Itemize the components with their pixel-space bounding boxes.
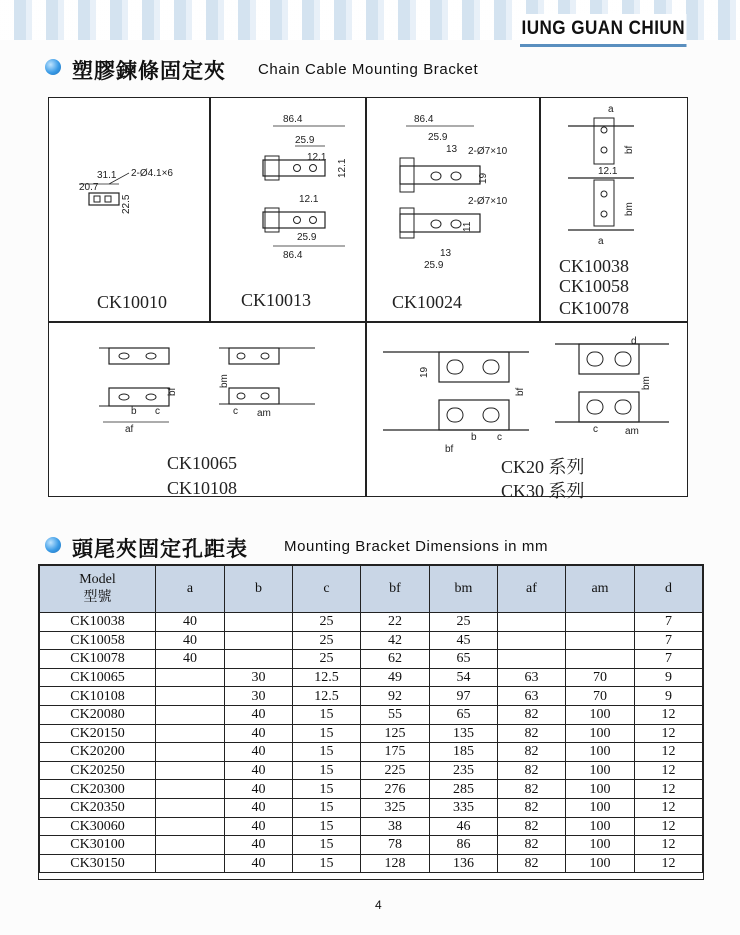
value-cell: 185 <box>430 743 498 762</box>
value-cell: 100 <box>566 854 635 873</box>
model-cell: CK20080 <box>40 705 156 724</box>
divider <box>365 98 367 322</box>
table-body <box>40 613 703 873</box>
table-row <box>40 817 703 836</box>
dim-label: b <box>471 432 477 443</box>
value-cell: 49 <box>361 668 430 687</box>
dim-label: 86.4 <box>283 250 303 261</box>
value-cell: 25 <box>293 650 361 669</box>
drawing-ck10024 <box>394 108 534 278</box>
value-cell: 135 <box>430 724 498 743</box>
dim-label: d <box>631 336 637 347</box>
model-cell: CK20150 <box>40 724 156 743</box>
table-row <box>40 668 703 687</box>
value-cell: 9 <box>635 687 703 706</box>
value-cell: 40 <box>225 780 293 799</box>
column-header: a <box>156 566 225 613</box>
model-cell: CK20350 <box>40 798 156 817</box>
value-cell <box>225 613 293 632</box>
section1-title-en: Chain Cable Mounting Bracket <box>258 61 479 78</box>
dim-label: 25.9 <box>295 135 315 146</box>
table-row <box>40 631 703 650</box>
divider <box>209 98 211 322</box>
dim-label: 2-Ø4.1×6 <box>131 168 173 179</box>
value-cell: 30 <box>225 668 293 687</box>
value-cell: 100 <box>566 817 635 836</box>
value-cell: 82 <box>498 761 566 780</box>
value-cell: 55 <box>361 705 430 724</box>
column-header: c <box>293 566 361 613</box>
value-cell: 12 <box>635 705 703 724</box>
value-cell: 65 <box>430 705 498 724</box>
value-cell: 82 <box>498 798 566 817</box>
value-cell: 40 <box>156 650 225 669</box>
value-cell: 45 <box>430 631 498 650</box>
dim-label: 86.4 <box>283 114 303 125</box>
value-cell <box>156 798 225 817</box>
model-cell: CK10058 <box>40 631 156 650</box>
column-header: am <box>566 566 635 613</box>
value-cell: 15 <box>293 836 361 855</box>
dim-label: 13 <box>440 248 452 259</box>
value-cell <box>156 817 225 836</box>
column-header: bf <box>361 566 430 613</box>
value-cell: 225 <box>361 761 430 780</box>
value-cell: 40 <box>225 761 293 780</box>
dim-label: 19 <box>478 172 489 184</box>
value-cell: 12 <box>635 817 703 836</box>
value-cell: 125 <box>361 724 430 743</box>
model-label-ck10108: CK10108 <box>167 478 238 498</box>
value-cell: 82 <box>498 780 566 799</box>
dim-label: 13 <box>446 144 458 155</box>
value-cell: 100 <box>566 836 635 855</box>
dim-label: 2-Ø7×10 <box>468 146 508 157</box>
dim-label: 25.9 <box>424 260 444 271</box>
section1-title-zh: 塑膠鍊條固定夾 <box>72 59 226 83</box>
value-cell: 276 <box>361 780 430 799</box>
value-cell: 22 <box>361 613 430 632</box>
column-header: af <box>498 566 566 613</box>
table-row <box>40 687 703 706</box>
dim-label: 86.4 <box>414 114 434 125</box>
dim-label: 12.1 <box>307 152 327 163</box>
value-cell: 63 <box>498 687 566 706</box>
dim-label: 20.7 <box>79 182 99 193</box>
model-cell: CK30060 <box>40 817 156 836</box>
value-cell: 92 <box>361 687 430 706</box>
value-cell: 82 <box>498 705 566 724</box>
value-cell: 15 <box>293 854 361 873</box>
dim-label: 2-Ø7×10 <box>468 196 508 207</box>
value-cell: 25 <box>293 613 361 632</box>
value-cell: 54 <box>430 668 498 687</box>
value-cell: 78 <box>361 836 430 855</box>
model-label-ck20: CK20 系列 <box>501 457 585 477</box>
column-header: d <box>635 566 703 613</box>
value-cell: 40 <box>225 798 293 817</box>
model-label-ck30: CK30 系列 <box>501 481 585 501</box>
model-cell: CK20250 <box>40 761 156 780</box>
dim-label: c <box>233 406 238 417</box>
table-row <box>40 836 703 855</box>
value-cell: 97 <box>430 687 498 706</box>
value-cell: 30 <box>225 687 293 706</box>
page-number: 4 <box>375 898 382 912</box>
value-cell: 40 <box>225 817 293 836</box>
value-cell <box>156 780 225 799</box>
value-cell: 100 <box>566 743 635 762</box>
value-cell: 40 <box>225 836 293 855</box>
value-cell: 46 <box>430 817 498 836</box>
model-label-ck10038: CK10038 <box>559 256 630 276</box>
drawing-ck10013 <box>255 108 365 273</box>
dim-label: af <box>125 424 134 435</box>
value-cell: 82 <box>498 836 566 855</box>
value-cell: 12 <box>635 724 703 743</box>
dim-label: bm <box>219 374 230 388</box>
model-cell: CK10078 <box>40 650 156 669</box>
bullet-icon <box>45 537 61 553</box>
dim-label: 12.1 <box>299 194 319 205</box>
value-cell: 12 <box>635 743 703 762</box>
value-cell: 12 <box>635 798 703 817</box>
value-cell: 12 <box>635 854 703 873</box>
dim-label: 25.9 <box>428 132 448 143</box>
value-cell: 325 <box>361 798 430 817</box>
value-cell: 40 <box>225 705 293 724</box>
value-cell <box>156 743 225 762</box>
model-header-en: Model <box>79 572 116 587</box>
value-cell: 70 <box>566 668 635 687</box>
value-cell: 12 <box>635 761 703 780</box>
model-label-ck10024: CK10024 <box>392 292 463 312</box>
value-cell: 128 <box>361 854 430 873</box>
divider <box>365 321 367 497</box>
value-cell: 100 <box>566 798 635 817</box>
value-cell: 12 <box>635 836 703 855</box>
dimensions-table <box>38 564 704 880</box>
value-cell: 40 <box>225 854 293 873</box>
value-cell: 100 <box>566 705 635 724</box>
table-row <box>40 761 703 780</box>
table-row <box>40 705 703 724</box>
value-cell: 335 <box>430 798 498 817</box>
table-row <box>40 854 703 873</box>
value-cell: 235 <box>430 761 498 780</box>
value-cell: 15 <box>293 798 361 817</box>
dim-label: bm <box>641 376 652 390</box>
dim-label: 11 <box>462 221 473 232</box>
value-cell: 40 <box>225 743 293 762</box>
column-header-model <box>40 566 156 613</box>
value-cell: 12 <box>635 780 703 799</box>
value-cell: 70 <box>566 687 635 706</box>
value-cell <box>498 613 566 632</box>
dim-label: b <box>131 406 137 417</box>
value-cell: 40 <box>225 724 293 743</box>
drawing-ck100xx <box>564 104 674 254</box>
model-cell: CK30100 <box>40 836 156 855</box>
value-cell: 38 <box>361 817 430 836</box>
model-label-ck10078: CK10078 <box>559 298 630 318</box>
value-cell <box>156 761 225 780</box>
dim-label: a <box>598 236 604 247</box>
value-cell: 15 <box>293 817 361 836</box>
value-cell: 15 <box>293 743 361 762</box>
value-cell <box>156 668 225 687</box>
section2-title-en: Mounting Bracket Dimensions in mm <box>284 538 549 555</box>
dim-label: bf <box>445 444 454 454</box>
model-header-zh: 型號 <box>83 590 112 605</box>
value-cell: 15 <box>293 780 361 799</box>
model-label-ck10010: CK10010 <box>97 292 168 312</box>
value-cell: 7 <box>635 613 703 632</box>
drawing-ck2030 <box>379 334 679 454</box>
dim-label: bm <box>624 202 635 216</box>
table-row <box>40 650 703 669</box>
dim-label: c <box>593 424 598 435</box>
value-cell: 100 <box>566 724 635 743</box>
dim-label: bf <box>515 387 526 396</box>
value-cell: 65 <box>430 650 498 669</box>
model-cell: CK10065 <box>40 668 156 687</box>
value-cell: 82 <box>498 854 566 873</box>
value-cell: 100 <box>566 761 635 780</box>
bullet-icon <box>45 59 61 75</box>
model-label-ck10058: CK10058 <box>559 276 630 296</box>
value-cell <box>225 650 293 669</box>
value-cell: 25 <box>430 613 498 632</box>
value-cell <box>498 631 566 650</box>
value-cell <box>566 631 635 650</box>
dim-label: a <box>608 104 614 115</box>
value-cell <box>156 724 225 743</box>
divider <box>539 98 541 322</box>
dim-label: bf <box>624 145 635 154</box>
value-cell <box>498 650 566 669</box>
drawing-ck10010 <box>69 148 199 218</box>
value-cell <box>156 687 225 706</box>
dim-label: 25.9 <box>297 232 317 243</box>
dim-label: 19 <box>419 366 430 378</box>
value-cell: 25 <box>293 631 361 650</box>
dim-label: bf <box>167 387 178 396</box>
divider <box>49 321 687 323</box>
drawing-ck10065 <box>79 336 339 436</box>
dim-label: 12.1 <box>337 158 348 178</box>
value-cell: 15 <box>293 761 361 780</box>
value-cell: 62 <box>361 650 430 669</box>
dim-label: c <box>497 432 502 443</box>
value-cell: 40 <box>156 613 225 632</box>
dim-label: 12.1 <box>598 166 618 177</box>
dim-label: 31.1 <box>97 170 117 181</box>
value-cell: 175 <box>361 743 430 762</box>
table-row <box>40 798 703 817</box>
model-cell: CK30150 <box>40 854 156 873</box>
value-cell: 9 <box>635 668 703 687</box>
value-cell: 285 <box>430 780 498 799</box>
value-cell: 82 <box>498 743 566 762</box>
model-label-ck10013: CK10013 <box>241 290 312 310</box>
value-cell <box>225 631 293 650</box>
value-cell: 136 <box>430 854 498 873</box>
value-cell: 7 <box>635 650 703 669</box>
model-cell: CK10108 <box>40 687 156 706</box>
table-header-row <box>40 566 703 613</box>
value-cell: 86 <box>430 836 498 855</box>
dimensions-grid <box>39 565 703 873</box>
value-cell: 15 <box>293 724 361 743</box>
value-cell <box>566 650 635 669</box>
value-cell: 12.5 <box>293 687 361 706</box>
model-cell: CK20300 <box>40 780 156 799</box>
value-cell: 7 <box>635 631 703 650</box>
dim-label: am <box>625 426 639 437</box>
table-row <box>40 724 703 743</box>
column-header: bm <box>430 566 498 613</box>
section2-title-zh: 頭尾夾固定孔距表 <box>72 537 248 561</box>
value-cell: 15 <box>293 705 361 724</box>
dim-label: c <box>155 406 160 417</box>
value-cell <box>156 836 225 855</box>
value-cell <box>156 854 225 873</box>
table-row <box>40 743 703 762</box>
value-cell <box>566 613 635 632</box>
value-cell: 82 <box>498 724 566 743</box>
brand-name: IUNG GUAN CHIUN <box>520 14 687 47</box>
model-cell: CK10038 <box>40 613 156 632</box>
value-cell: 82 <box>498 817 566 836</box>
value-cell: 63 <box>498 668 566 687</box>
dim-label: am <box>257 408 271 419</box>
model-cell: CK20200 <box>40 743 156 762</box>
table-row <box>40 613 703 632</box>
value-cell: 42 <box>361 631 430 650</box>
value-cell: 100 <box>566 780 635 799</box>
table-row <box>40 780 703 799</box>
dim-label: 22.5 <box>121 194 132 214</box>
value-cell: 40 <box>156 631 225 650</box>
drawings-panel <box>48 97 688 501</box>
value-cell <box>156 705 225 724</box>
column-header: b <box>225 566 293 613</box>
model-label-ck10065: CK10065 <box>167 453 238 473</box>
value-cell: 12.5 <box>293 668 361 687</box>
